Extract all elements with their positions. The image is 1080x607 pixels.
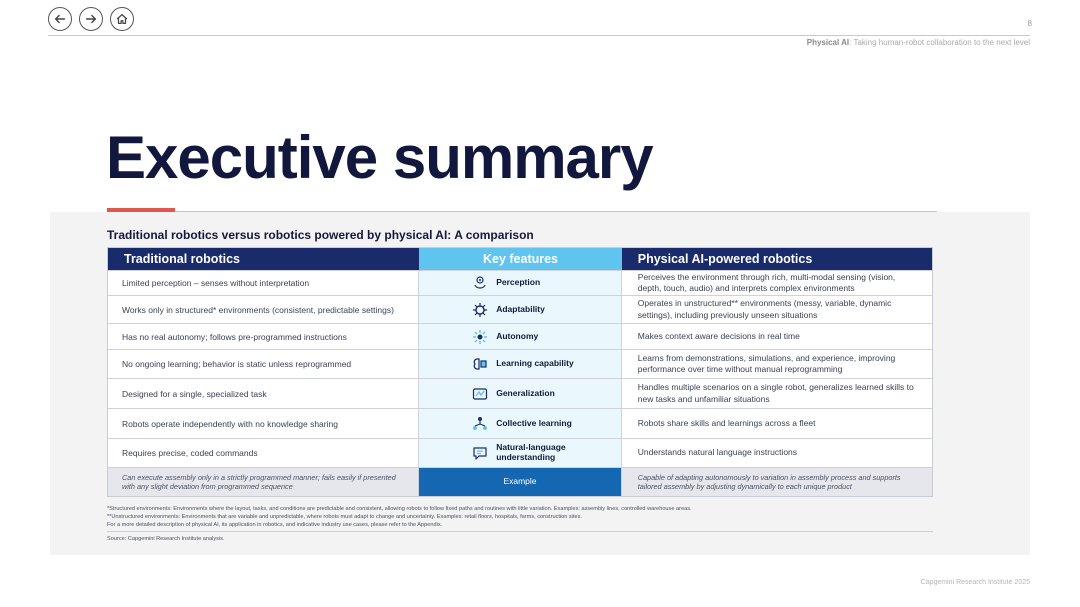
physical-cell: Perceives the environment through rich, multi-modal sensing (vision, depth, touch, audio) and interprets complex environments <box>637 271 896 293</box>
example-label: Example <box>503 476 537 487</box>
feature-label: Collective learning <box>496 417 572 428</box>
running-title-bold: Physical AI <box>806 38 850 47</box>
header-traditional: Traditional robotics <box>108 248 419 270</box>
footnotes <box>107 505 933 529</box>
running-title <box>807 38 1030 47</box>
physical-cell: Handles multiple scenarios on a single robot, generalizes learned skills to new tasks and unfamiliar situations <box>637 382 914 404</box>
footnote-appendix: For a more detailed description of physical AI, its application in robotics, and indicative industry use cases, please refer to the Appendix. <box>107 522 443 529</box>
traditional-cell: Limited perception – senses without interpretation <box>108 271 419 295</box>
feature-label: Natural-language understanding <box>496 442 566 462</box>
feature-label: Adaptability <box>496 303 545 314</box>
arrow-right-icon <box>84 12 98 26</box>
nav-controls <box>48 7 134 31</box>
title-accent-bar <box>107 208 175 212</box>
traditional-cell: Works only in structured* environments (consistent, predictable settings) <box>108 296 419 323</box>
title-accent-rule <box>175 211 937 212</box>
table-header <box>108 248 932 270</box>
running-title-rest: : Taking human-robot collaboration to the next level <box>849 38 1030 47</box>
traditional-cell: Robots operate independently with no knowledge sharing <box>108 409 419 438</box>
table-row <box>108 438 932 467</box>
table-row <box>108 270 932 295</box>
example-row <box>108 467 932 496</box>
feature-cell <box>419 350 622 378</box>
comparison-table <box>107 247 933 497</box>
branch-arrows-icon <box>472 386 488 402</box>
traditional-cell: Designed for a single, specialized task <box>108 379 419 408</box>
copyright: Capgemini Research Institute 2025 <box>920 579 1030 586</box>
table-row <box>108 349 932 378</box>
traditional-cell: Has no real autonomy; follows pre-programmed instructions <box>108 324 419 349</box>
chat-bubble-icon <box>472 445 488 461</box>
physical-cell: Learns from demonstrations, simulations, and experience, improving performance over time without manual reprogramming <box>637 352 896 374</box>
table-row <box>108 408 932 438</box>
arrow-left-icon <box>53 12 67 26</box>
robot-arm-icon <box>472 329 488 345</box>
feature-cell <box>419 324 622 349</box>
feature-label: Generalization <box>496 387 555 398</box>
home-button[interactable] <box>110 7 134 31</box>
traditional-cell: Requires precise, coded commands <box>108 439 419 467</box>
table-row <box>108 378 932 408</box>
feature-cell <box>419 379 622 408</box>
page-number: 8 <box>1027 19 1032 28</box>
page-title: Executive summary <box>106 124 653 191</box>
feature-cell <box>419 271 622 295</box>
network-icon <box>472 416 488 432</box>
table-row <box>108 323 932 349</box>
source-note: Source: Capgemini Research Institute analysis. <box>107 536 225 542</box>
physical-cell: Operates in unstructured** environments (messy, variable, dynamic settings), including previously unseen situations <box>637 298 892 320</box>
eye-hand-icon <box>472 275 488 291</box>
physical-cell: Understands natural language instructions <box>637 447 798 458</box>
example-physical-cell: Capable of adapting autonomously to variation in assembly process and supports tailored assembly by adjusting dynamically to each unique product <box>637 472 901 491</box>
gear-head-icon <box>472 302 488 318</box>
home-icon <box>115 12 129 26</box>
forward-button[interactable] <box>79 7 103 31</box>
example-label-cell <box>419 468 621 496</box>
header-key-features: Key features <box>419 248 621 270</box>
physical-cell: Robots share skills and learnings across a fleet <box>637 417 816 428</box>
traditional-cell: No ongoing learning; behavior is static unless reprogrammed <box>108 350 419 378</box>
feature-cell <box>419 409 622 438</box>
brain-chip-icon <box>472 356 488 372</box>
example-traditional-cell: Can execute assembly only in a strictly programmed manner; fails easily if presented with any slight deviation from programmed sequence <box>108 468 419 496</box>
table-caption: Traditional robotics versus robotics powered by physical AI: A comparison <box>107 228 534 242</box>
footnote-unstructured: **Unstructured environments: Environments that are variable and unpredictable, where robots must adapt to change and uncertainty. Examples: retail floors, hospitals, farms, construction sites. <box>107 514 582 521</box>
header-physical-ai: Physical AI-powered robotics <box>622 248 932 270</box>
feature-label: Learning capability <box>496 358 574 369</box>
footnote-divider <box>107 531 933 532</box>
header-divider <box>48 35 1030 36</box>
back-button[interactable] <box>48 7 72 31</box>
feature-label: Autonomy <box>496 330 539 341</box>
feature-cell <box>419 439 622 467</box>
footnote-structured: *Structured environments: Environments where the layout, tasks, and conditions are predictable and consistent, allowing robots to follow fixed paths and routines with little variation. Examples: assembly lines, controlled warehouse areas. <box>107 506 692 512</box>
feature-label: Perception <box>496 277 541 288</box>
physical-cell: Makes context aware decisions in real time <box>637 330 800 341</box>
table-row <box>108 295 932 323</box>
feature-cell <box>419 296 622 323</box>
